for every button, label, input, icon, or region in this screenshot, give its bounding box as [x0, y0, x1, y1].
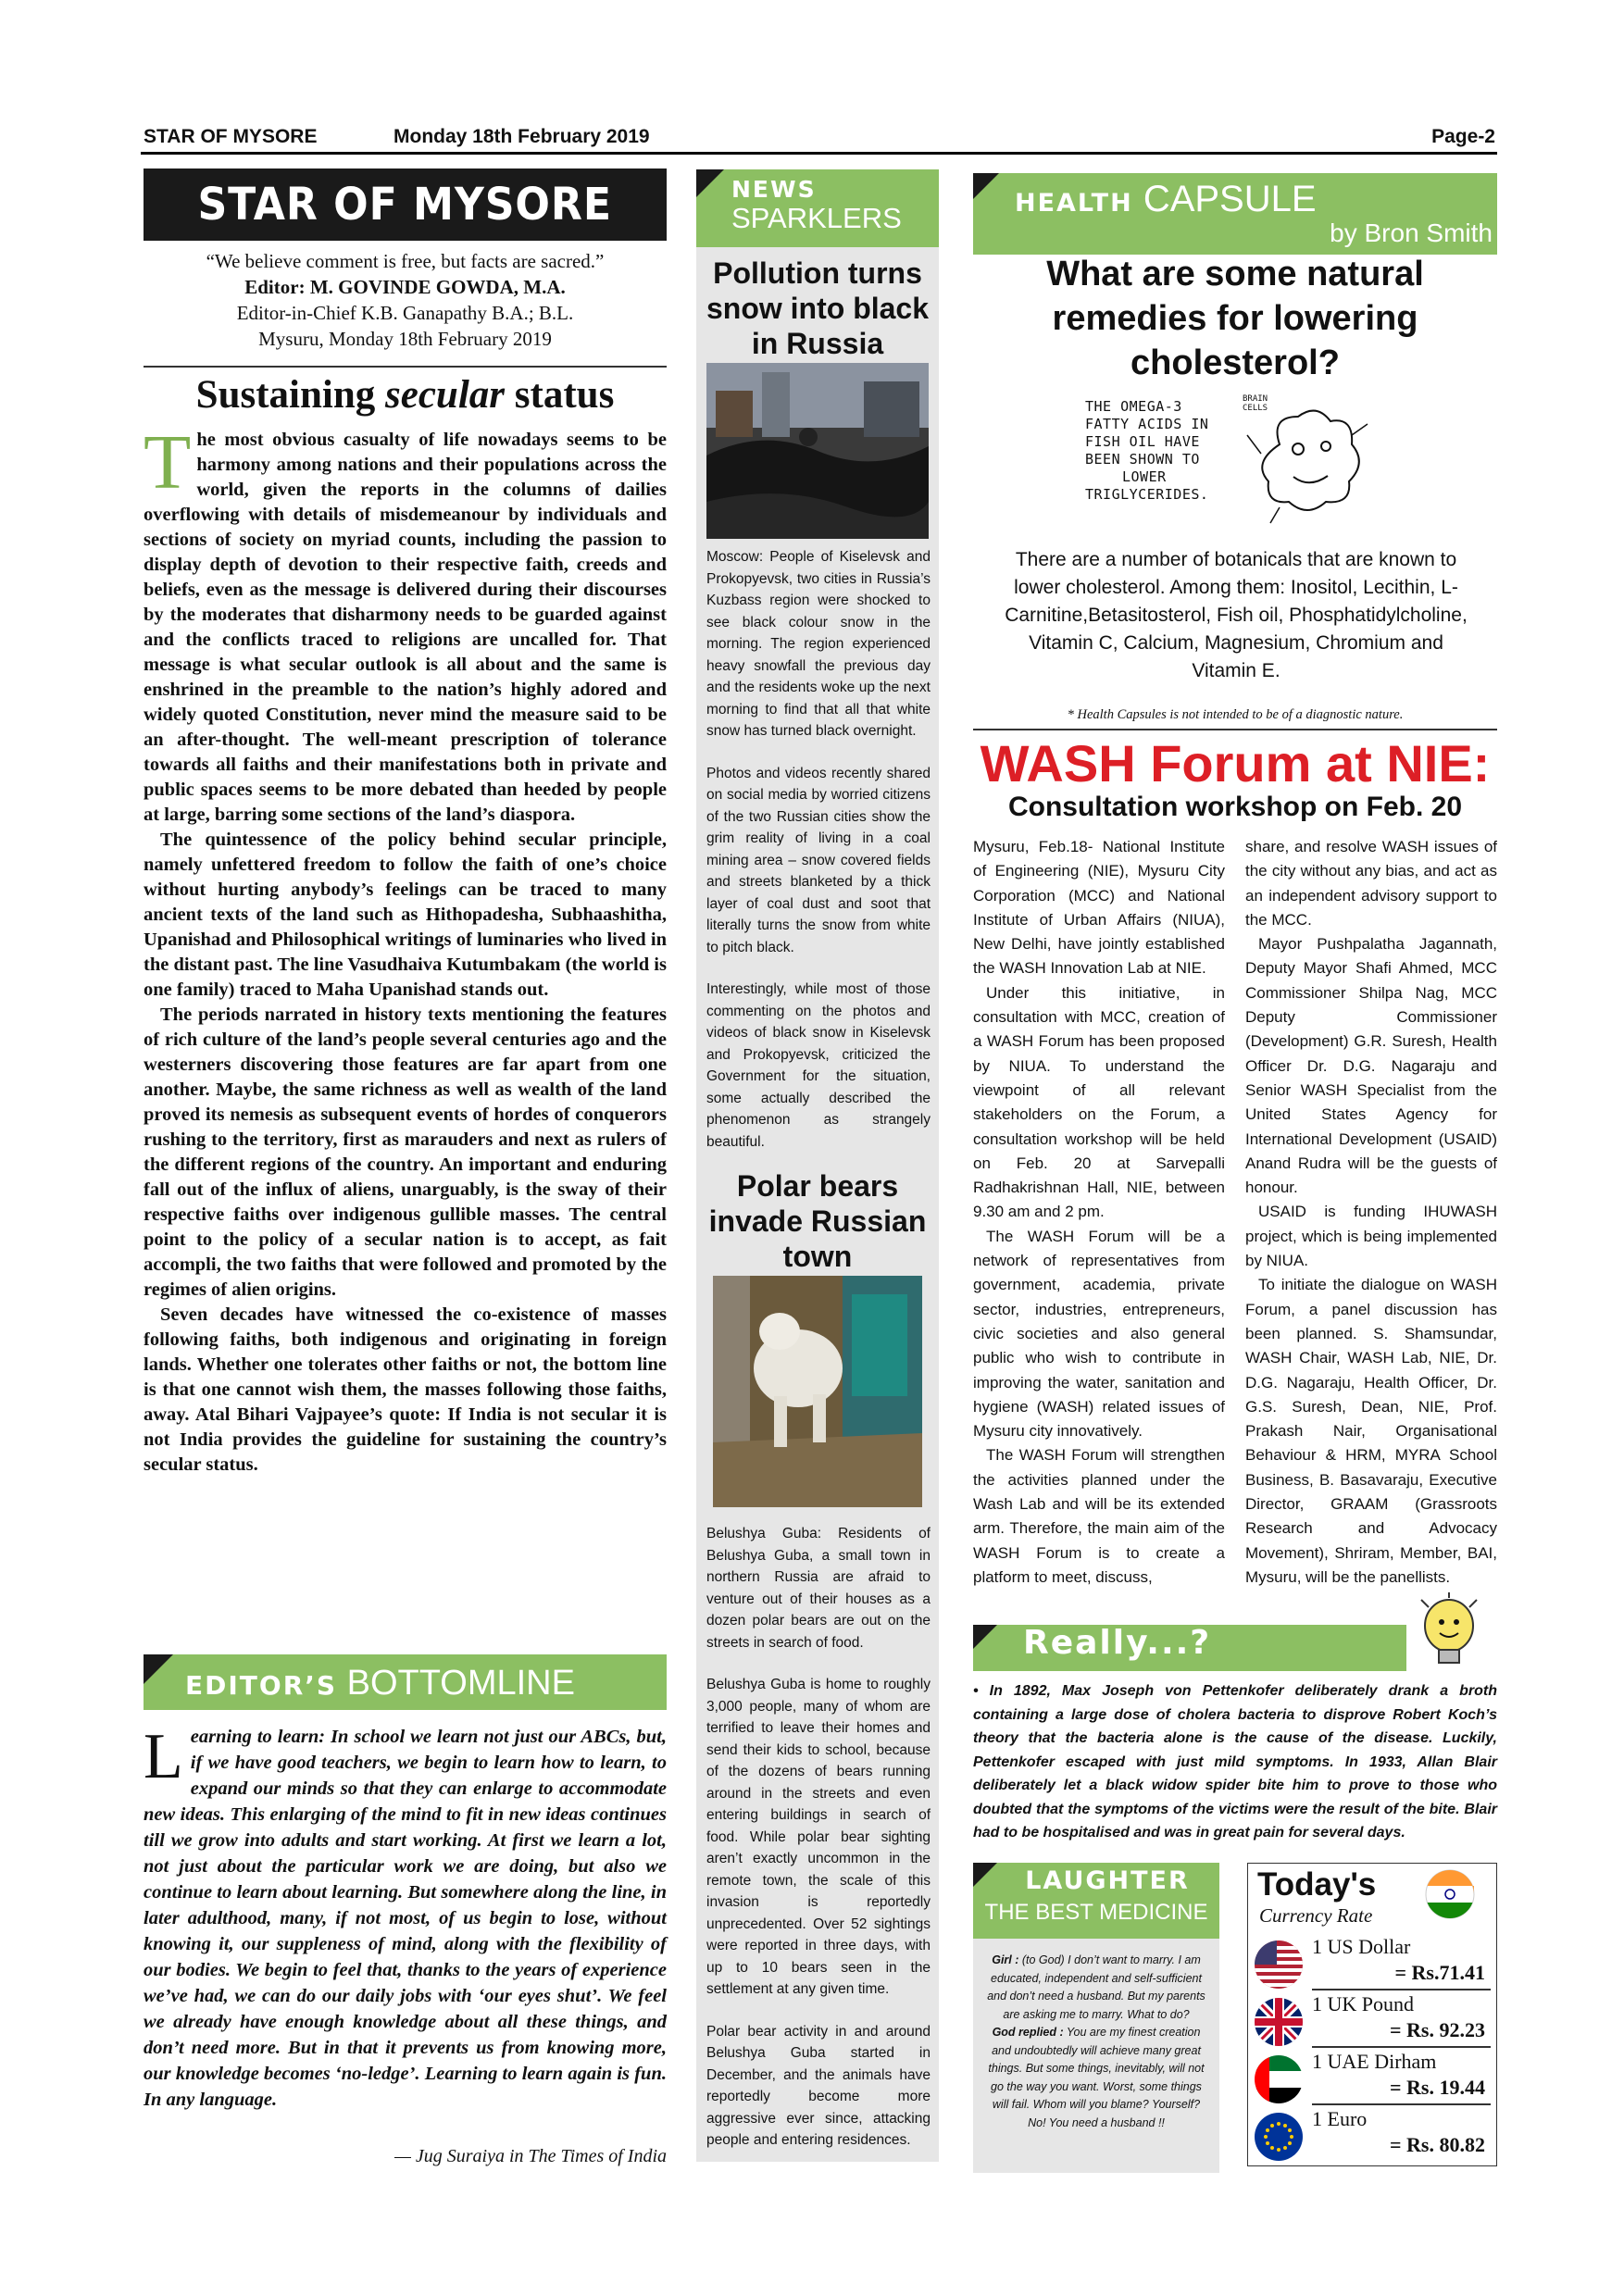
editorial-article — [144, 419, 667, 1478]
editorial-paragraph: The periods narrated in history texts mentioning the features of rich culture of the land’s people several centuries ago and the westerners discovering those features are far apart from one another. Maybe, the same richness as well as wealth of the land proved its nemesis as subsequent events of hordes of conquerors rushing to the territory, first as marauders and next as rulers of the different regions of the country. An important and enduring fall out of the influx of aliens, unarguably, is the sway of their respective faiths over indigenous gullible masses. The central point to the policy of a secular nation is to accept, as fait accompli, the two faiths that were followed and promoted by the regimes of alien origins. — [144, 1004, 667, 1300]
wash-paragraph: To initiate the dialogue on WASH Forum, a panel discussion has been planned. S. Shamsundar, WASH Chair, WASH Lab, NIE, Dr. D.G. Nagaraju, Health Officer, Dr. G.S. Suresh, Dean, NIE, Prof. Prakash Nair, Organisational Behaviour & HRM, MYRA School Business, B. Basavaraju, Executive Director, GRAAM (Grassroots Research and Advocacy Movement), Shriram, Member, BAI, Mysuru, will be the panellists. — [1245, 1276, 1497, 1586]
health-disclaimer: * Health Capsules is not intended to be of a diagnostic nature. — [1067, 707, 1404, 722]
editor-line: Editor: M. GOVINDE GOWDA, M.A. — [244, 276, 566, 298]
us-flag-icon — [1255, 1940, 1303, 1989]
banner-corner — [696, 169, 724, 197]
cartoon-caption-line: FISH OIL HAVE — [1085, 433, 1200, 450]
health-capsule-byline: by Bron Smith — [1330, 218, 1493, 247]
laughter-joke: Girl : (to God) I don’t want to marry. I am educated, independent and self-sufficient and don’t need a husband. But my parents are asking me to marry. What to do? God replied : You are my finest creation and undoubtedly will achieve many great things. But some things, inevitably, will not go the way you want. Worst, some things will fail. Whom will you blame? Yourself? No! You need a husband !! — [987, 1953, 1206, 2129]
wash-paragraph: The WASH Forum will strengthen the activities planned under the Wash Lab and will be its extended arm. Therefore, the main aim of the WASH Forum is to create a platform to meet, discuss, — [973, 1446, 1225, 1586]
wash-paragraph: share, and resolve WASH issues of the city without any bias, and act as an independent advisory support to the MCC. — [1245, 838, 1497, 929]
sparklers-title: NEWS — [731, 176, 817, 203]
cartoon-speech: BRAIN CELLS — [1243, 394, 1268, 413]
really-body: • In 1892, Max Joseph von Pettenkofer deliberately drank a broth containing a large dose of cholera bacteria to disprove Robert Koch’s theory that the bacteria alone is the cause of the disease. Luckily, Pettenkofer escaped with just mild symptoms. In 1933, Allan Blair deliberately let a black widow spider bite him to prove to those who doubted that the symptoms of the victims were the result of the bite. Blair had to be hospitalised and was in great pain for several days. — [973, 1683, 1497, 1841]
drop-cap: L — [144, 1721, 183, 1792]
header-paper-name: STAR OF MYSORE — [144, 126, 318, 147]
cartoon-caption-line: THE OMEGA-3 — [1085, 398, 1182, 415]
wash-paragraph: Under this initiative, in consultation with MCC, creation of a WASH Forum has been proposed by NIUA. To understand the viewpoint of all relevant stakeholders on the Forum, a consultation workshop will be held on Feb. 20 at Sarvepalli Radhakrishnan Hall, NIE, between 9.30 am and 2 pm. — [973, 983, 1225, 1221]
health-question: What are some natural remedies for lowering cholesterol? — [1046, 255, 1424, 382]
banner-corner — [144, 1654, 173, 1684]
divider — [144, 366, 667, 368]
story-paragraph: Interestingly, while most of those commenting on the photos and videos of black snow in Kiselevsk and Prokopyevsk, criticized the Government for the situation, some actually described the phenomenon as strangely beautiful. — [706, 981, 931, 1150]
black-snow-photo — [706, 363, 929, 539]
header-page-number: Page-2 — [1431, 126, 1495, 147]
story-paragraph: Photos and videos recently shared on social media by worried citizens of the two Russian cities show the grim reality of living in a coal mining area – snow covered fields and streets blanketed by a thick layer of coal dust and soot that literally turns the snow from white to pitch black. — [706, 765, 931, 955]
really-title: Really...? — [1023, 1624, 1212, 1662]
currency-label: 1 US Dollar — [1312, 1935, 1411, 1958]
bottomline-credit: — Jug Suraiya in The Times of India — [394, 2146, 667, 2166]
header-date: Monday 18th February 2019 — [394, 126, 650, 147]
currency-label: 1 UAE Dirham — [1312, 2050, 1437, 2073]
editor-in-chief-line: Editor-in-Chief K.B. Ganapathy B.A.; B.L. — [236, 302, 574, 324]
currency-row-gbp — [1255, 1992, 1491, 2050]
motto: “We believe comment is free, but facts are sacred.” — [206, 250, 605, 272]
joke-speaker: God replied : — [992, 2026, 1064, 2039]
banner-corner — [973, 173, 999, 199]
header-rule — [141, 152, 1497, 155]
currency-row-eur — [1255, 2107, 1491, 2165]
cartoon-caption-line: FATTY ACIDS IN — [1085, 416, 1209, 432]
wash-headline: WASH Forum at NIE: — [980, 734, 1491, 792]
currency-label: 1 Euro — [1312, 2107, 1368, 2130]
dateline: Mysuru, Monday 18th February 2019 — [258, 328, 552, 350]
story-paragraph: Moscow: People of Kiselevsk and Prokopyevsk, two cities in Russia’s Kuzbass region were shocked to see black colour snow in the morning. The region experienced heavy snowfall the previous day and the residents woke up the next morning to find that all that white snow has turned black overnight. — [706, 549, 931, 739]
editorial-paragraph: The quintessence of the policy behind secular principle, namely unfettered freedom to follow the faith of one’s choice without hurting anybody’s feelings can be traced to many ancient texts of the land such as Hithopadesha, Subhaashitha, Upanishad and Philosophical writings of luminaries who lived in the distant past. The line Vasudhaiva Kutumbakam (the world is one family) traced to Maha Upanishad stands out. — [144, 830, 667, 1000]
health-cartoon — [1085, 394, 1391, 528]
masthead-info — [144, 248, 667, 352]
wash-paragraph: USAID is funding IHUWASH project, which is being implemented by NIUA. — [1245, 1203, 1497, 1270]
health-capsule-title: HEALTH CAPSULE — [1015, 179, 1317, 219]
wash-paragraph: Mysuru, Feb.18- National Institute of Engineering (NIE), Mysuru City Corporation (MCC) and National Institute of Urban Affairs (NIUA), New Delhi, have jointly established the WASH Innovation Lab at NIE. — [973, 838, 1225, 978]
currency-value: = Rs.71.41 — [1394, 1961, 1485, 1984]
story-headline: Pollution turns snow into black in Russia — [706, 256, 930, 360]
wash-column-2 — [1245, 835, 1497, 1590]
bottomline-title: EDITOR’S BOTTOMLINE — [185, 1664, 575, 1703]
lightbulb-icon — [1412, 1592, 1486, 1676]
story-body — [706, 1523, 931, 2172]
wash-subheadline: Consultation workshop on Feb. 20 — [1007, 792, 1463, 822]
editorial-paragraph: Seven decades have witnessed the co-existence of masses following faiths, both indigenous and originating in foreign lands. Whether one tolerates other faiths or not, the bottom line is that one cannot wish them, the masses following those faiths, away. Atal Bihari Vajpayee’s quote: If India is not secular it is not India provides the guideline for sustaining the country’s secular status. — [144, 1304, 667, 1475]
currency-value: = Rs. 92.23 — [1390, 2018, 1485, 2041]
editorial-paragraph: The most obvious casualty of life nowadays seems to be harmony among nations and their populations across the world, given the reports in the columns of dailies overflowing with details of misdemeanour by individuals and sections of society on myriad counts, including the passion to display depth of devotion to their respective faith, creeds and beliefs, even as the message is delivered during their discourses by the moderates that disharmony needs to be guarded against and the conflicts traced to religions are uncalled for. That message is what secular outlook is all about and the same is enshrined in the preamble to the nation’s highly adored and widely quoted Constitution, never mind the measure said to be an after-thought. The well-meant prescription of tolerance towards all faiths and their manifestations both in private and public spaces seems to be more debated than heeded by people at large, barring some sections of the land’s diaspora. — [144, 419, 667, 825]
laughter-subtitle: THE BEST MEDICINE — [984, 1900, 1208, 1925]
india-flag-icon — [1421, 1868, 1479, 1920]
polar-bear-photo — [713, 1276, 922, 1507]
divider — [973, 729, 1497, 730]
currency-title: Today's — [1257, 1866, 1377, 1903]
currency-row-aed — [1255, 2050, 1491, 2107]
wash-paragraph: The WASH Forum will be a network of representatives from government, academia, private sector, industries, entrepreneurs, civic societies and also general public who wish to contribute in improving the water, sanitation and hygiene (WASH) related issues of Mysuru city innovatively. — [973, 1227, 1225, 1441]
story-body — [706, 546, 931, 1173]
story-paragraph: Polar bear activity in and around Belushya Guba started in December, and the animals have reportedly become more aggressive ever since, attacking people and entering residences. — [706, 2023, 931, 2148]
story-paragraph: Belushya Guba: Residents of Belushya Guba, a small town in northern Russia are afraid to venture out of their houses as a dozen polar bears are out on the streets in search of food. — [706, 1526, 931, 1651]
story-headline: Polar bears invade Russian town — [708, 1169, 927, 1273]
eu-flag-icon — [1255, 2113, 1303, 2161]
currency-row-usd — [1255, 1935, 1491, 1992]
editorial-headline: Sustaining secular status — [195, 373, 615, 417]
masthead-logo: STAR OF MYSORE — [144, 168, 667, 241]
bottomline-body: Learning to learn: In school we learn not just our ABCs, but, if we have good teachers, we begin to learn how to learn, to expand our minds so that they can enlarge to accommodate new ideas. This enlarging of the mind to fit in new ideas continues till we grow into adults and start working. At first we learn a lot, not just about the particular work we are doing, but also we continue to learn about learning. But somewhere along the line, in later adulthood, many, if not most, of us begin to lose, without knowing it, our suppleness of mind, along with the flexibility of our bodies. We begin to feel that, thanks to the years of experience we’ve had, we can do our daily jobs with ‘our eyes shut’. We feel we already have enough knowledge about all these things, and don’t need more. But in that it prevents us from knowing more, our knowledge becomes ‘no-ledge’. Learning to learn again is fun. In any language. — [144, 1721, 667, 2110]
currency-value: = Rs. 19.44 — [1390, 2076, 1485, 2099]
uk-flag-icon — [1255, 1998, 1303, 2046]
health-answer: There are a number of botanicals that are known to lower cholesterol. Among them: Inositol, Lecithin, L-Carnitine,Betasitosterol, Fish oil, Phosphatidylcholine, Vitamin C, Calcium, Magnesium, Chromium and Vitamin E. — [1005, 549, 1468, 681]
drop-cap: T — [144, 419, 192, 505]
currency-value: = Rs. 80.82 — [1390, 2133, 1485, 2156]
wash-column-1 — [973, 835, 1225, 1590]
banner-corner — [973, 1625, 997, 1649]
cartoon-caption-line: TRIGLYCERIDES. — [1085, 486, 1209, 503]
brain-doodle-icon — [1243, 398, 1372, 528]
currency-subtitle: Currency Rate — [1259, 1904, 1373, 1927]
cartoon-caption-line: BEEN SHOWN TO — [1085, 451, 1200, 468]
wash-paragraph: Mayor Pushpalatha Jagannath, Deputy Mayor Shafi Ahmed, MCC Commissioner Shilpa Nag, MCC Deputy Commissioner (Development) G.R. Suresh, Health Officer Dr. D.G. Nagaraju and Senior WASH Specialist from the United States Agency for International Development (USAID) Anand Rudra will be the guests of honour. — [1245, 935, 1497, 1197]
currency-label: 1 UK Pound — [1312, 1992, 1415, 2015]
story-paragraph: Belushya Guba is home to roughly 3,000 people, many of whom are terrified to leave their homes and send their kids to school, because of the dozens of bears running around in the streets and even entering buildings in search of food. While polar bear sighting aren’t exactly uncommon in the remote town, the scale of this invasion is reportedly unprecedented. Over 52 sightings were reported in three days, with up to 10 bears seen in the settlement at any given time. — [706, 1677, 931, 1997]
uae-flag-icon — [1255, 2055, 1303, 2103]
joke-speaker: Girl : — [992, 1953, 1019, 1966]
laughter-title: LAUGHTER — [1025, 1866, 1190, 1895]
cartoon-caption-line: LOWER — [1122, 468, 1167, 485]
sparklers-subtitle: SPARKLERS — [731, 202, 902, 234]
